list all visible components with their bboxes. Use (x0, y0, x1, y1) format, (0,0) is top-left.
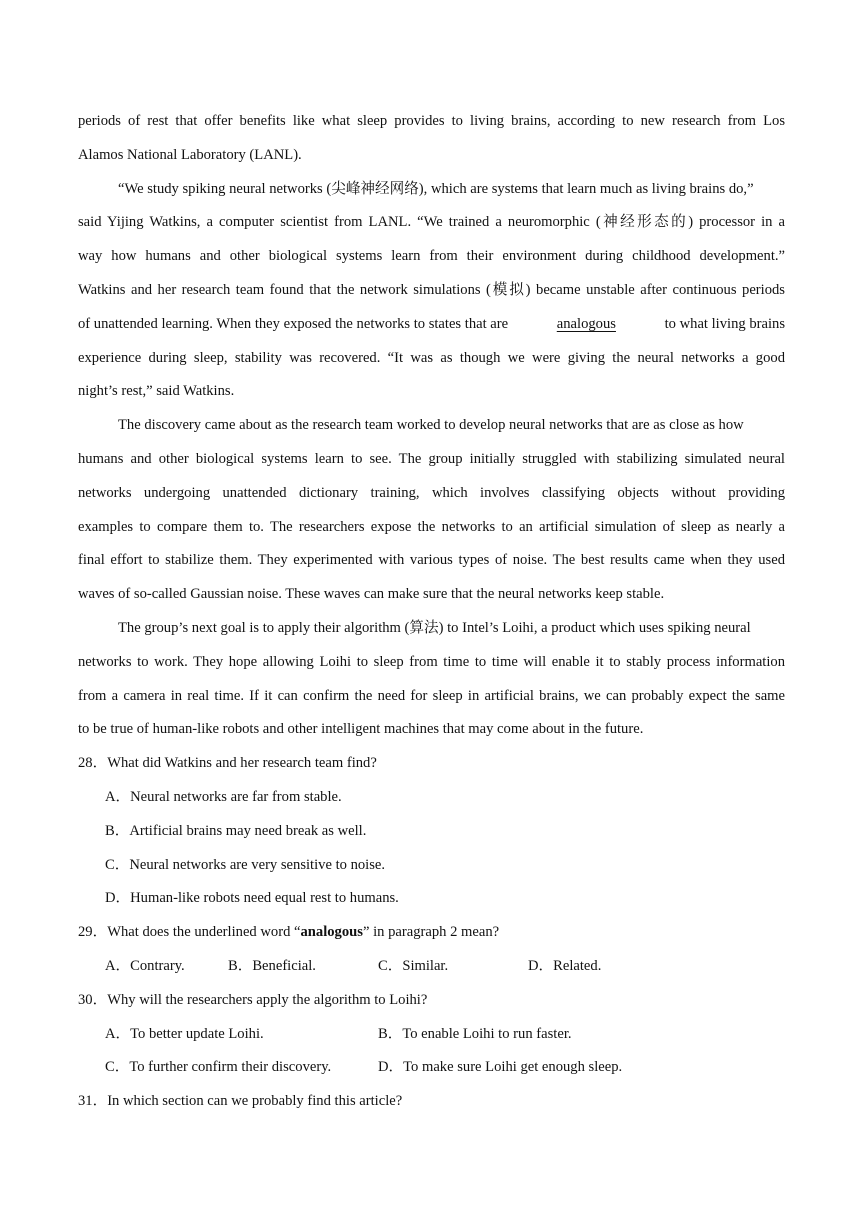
question-29 (78, 916, 785, 984)
stem-text: ” in paragraph 2 mean? (362, 924, 500, 941)
option-d: D．To make sure Loihi get enough sleep. (378, 1059, 623, 1076)
paragraph-2 (78, 173, 785, 410)
question-31 (78, 1085, 785, 1119)
text-line: to be true of human-like robots and other intelligent machines that may come about in the future. (78, 721, 644, 738)
options-row (78, 1018, 785, 1052)
document-page (78, 105, 785, 1119)
stem-text: 29．What does the underlined word “ (78, 924, 301, 941)
text-line: examples to compare them to. The researchers expose the networks to an artificial simulation of sleep as nearly a (78, 518, 785, 535)
text-fragment: to what living brains (664, 315, 785, 332)
option-a: A．To better update Loihi. (105, 1025, 264, 1042)
question-28 (78, 747, 785, 916)
bold-word: analogous (300, 924, 363, 941)
text-line: networks to work. They hope allowing Loihi to sleep from time to time will enable it to stably process information (78, 653, 785, 670)
question-30 (78, 984, 785, 1085)
option-c: C．Neural networks are very sensitive to noise. (105, 856, 386, 873)
option-c: C．To further confirm their discovery. (105, 1059, 332, 1076)
option-d: D．Human-like robots need equal rest to humans. (105, 890, 399, 907)
text-line: The group’s next goal is to apply their algorithm (算法) to Intel’s Loihi, a product which uses spiking neural (118, 619, 751, 636)
text-line: “We study spiking neural networks (尖峰神经网络), which are systems that learn much as living brains do,” (118, 180, 754, 197)
question-stem: 31．In which section can we probably find this article? (78, 1093, 403, 1110)
text-line: way how humans and other biological systems learn from their environment during childhood development.” (78, 248, 785, 265)
text-line: Alamos National Laboratory (LANL). (78, 146, 302, 163)
option-b: B．Artificial brains may need break as well. (105, 822, 367, 839)
question-stem (78, 916, 785, 950)
text-line: final effort to stabilize them. They experimented with various types of noise. The best results came when they used (78, 552, 785, 569)
text-fragment: of unattended learning. When they exposed the networks to states that are (78, 315, 509, 332)
paragraph-4 (78, 612, 785, 747)
text-line: experience during sleep, stability was recovered. “It was as though we were giving the neural networks a good (78, 349, 785, 366)
options-row (78, 1051, 785, 1085)
text-line: periods of rest that offer benefits like what sleep provides to living brains, according to new research from Los (78, 113, 785, 129)
question-stem: 30．Why will the researchers apply the algorithm to Loihi? (78, 991, 428, 1008)
option-b: B．To enable Loihi to run faster. (378, 1025, 572, 1042)
option-b: B．Beneficial. (228, 957, 316, 974)
underlined-word: analogous (556, 315, 616, 332)
text-line: said Yijing Watkins, a computer scientist from LANL. “We trained a neuromorphic (神经形态的) processor in a (78, 214, 785, 231)
text-line: The discovery came about as the research team worked to develop neural networks that are as close as how (118, 417, 744, 434)
paragraph-1 (78, 105, 785, 173)
text-line: humans and other biological systems learn to see. The group initially struggled with stabilizing simulated neural (78, 450, 785, 467)
option-c: C．Similar. (378, 957, 449, 974)
paragraph-3 (78, 409, 785, 612)
text-line: networks undergoing unattended dictionary training, which involves classifying objects without providing (78, 484, 785, 501)
text-line: Watkins and her research team found that the network simulations (模拟) became unstable after continuous periods (78, 281, 785, 298)
options-row (78, 950, 785, 984)
text-line: night’s rest,” said Watkins. (78, 383, 235, 400)
option-d: D．Related. (528, 957, 602, 974)
text-line (78, 308, 785, 342)
option-a: A．Neural networks are far from stable. (105, 788, 342, 805)
text-line: from a camera in real time. If it can confirm the need for sleep in artificial brains, we can probably expect the same (78, 687, 785, 704)
question-stem: 28．What did Watkins and her research team find? (78, 755, 377, 772)
text-line: waves of so-called Gaussian noise. These waves can make sure that the neural networks keep stable. (78, 586, 665, 603)
option-a: A．Contrary. (105, 957, 185, 974)
